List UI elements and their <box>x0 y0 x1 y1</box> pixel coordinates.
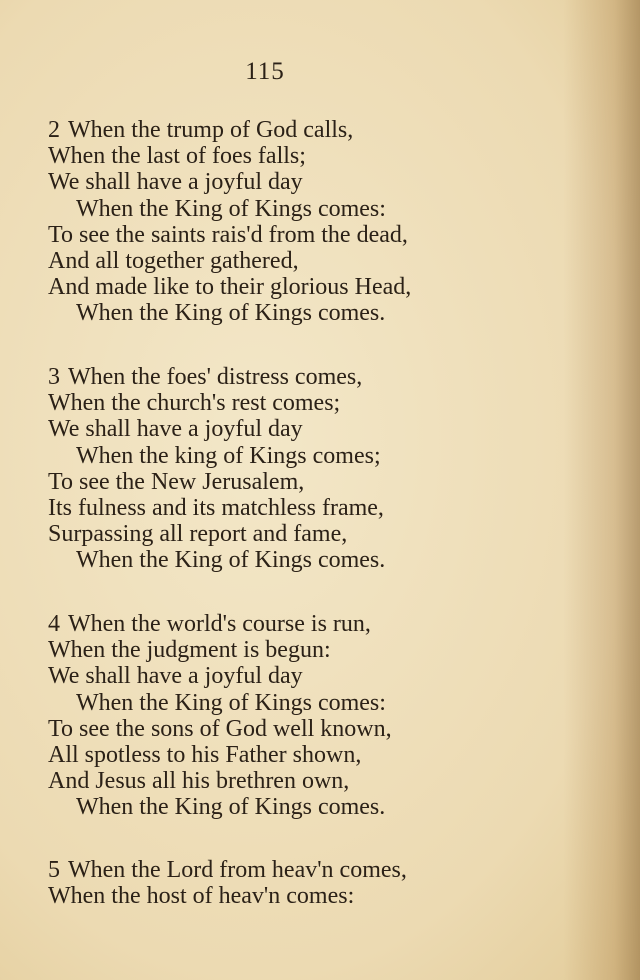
verse-line: We shall have a joyful day <box>48 169 303 196</box>
verse-line: When the judgment is begun: <box>48 637 331 664</box>
verse-line: When the church's rest comes; <box>48 390 341 417</box>
verse-line: Its fulness and its matchless frame, <box>48 494 384 521</box>
verse-line: And Jesus all his brethren own, <box>48 768 350 795</box>
verse-line: We shall have a joyful day <box>48 663 303 690</box>
stanza-5 <box>48 857 568 909</box>
verse-line: When the world's course is run, <box>68 611 371 637</box>
verse-line: And made like to their glorious Head, <box>48 274 412 301</box>
stanza-number: 3 <box>48 364 60 390</box>
verse-line: When the King of Kings comes. <box>76 547 386 574</box>
verse-line: When the Lord from heav'n comes, <box>68 857 407 883</box>
verse-line: When the trump of God calls, <box>68 117 354 143</box>
verse-line: When the King of Kings comes: <box>76 689 386 716</box>
page-number: 115 <box>245 58 285 85</box>
verse-line: And all together gathered, <box>48 247 299 274</box>
verse-line: When the King of Kings comes. <box>76 300 386 327</box>
stanza-number: 2 <box>48 117 60 143</box>
stanza-number: 5 <box>48 857 60 883</box>
verse-line: All spotless to his Father shown, <box>48 741 362 768</box>
verse-line: To see the saints rais'd from the dead, <box>48 221 408 248</box>
stanza-number: 4 <box>48 611 60 637</box>
stanza-4 <box>48 611 568 821</box>
verse-line: Surpassing all report and fame, <box>48 521 348 548</box>
verse-line: When the King of Kings comes: <box>76 195 386 222</box>
verse-line: To see the sons of God well known, <box>48 715 392 742</box>
stanza-3 <box>48 364 568 574</box>
verse-line: When the foes' distress comes, <box>68 364 363 390</box>
verse-line: When the king of Kings comes; <box>76 442 381 469</box>
verse-line: When the King of Kings comes. <box>76 794 386 821</box>
verse-line: We shall have a joyful day <box>48 416 303 443</box>
verse-line: When the last of foes falls; <box>48 143 306 170</box>
stanza-2 <box>48 117 568 327</box>
verse-line: When the host of heav'n comes: <box>48 883 355 910</box>
verse-line: To see the New Jerusalem, <box>48 468 305 495</box>
